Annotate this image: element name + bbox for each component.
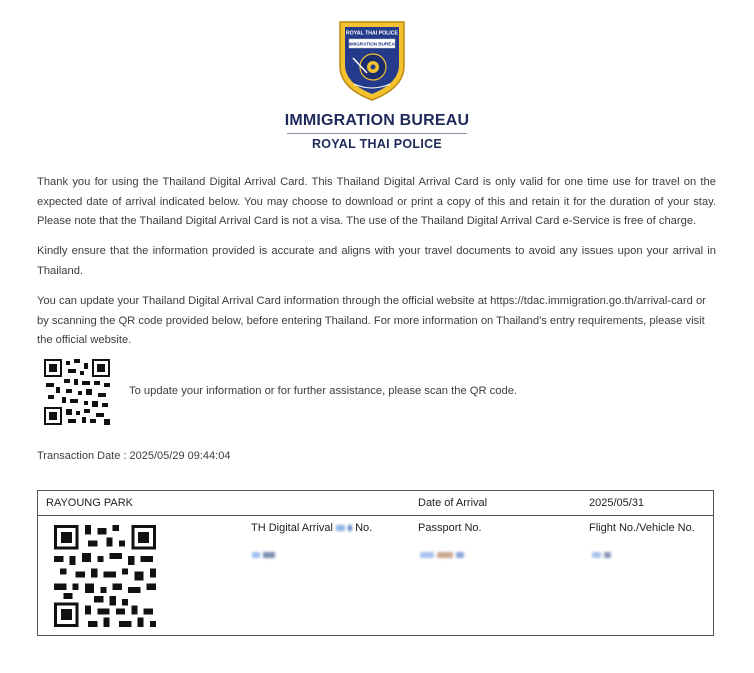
transaction-date-value: 2025/05/29 09:44:04 (129, 450, 231, 462)
card-row-divider (38, 515, 713, 516)
transaction-date-label: Transaction Date : (37, 450, 127, 462)
header-subtitle: ROYAL THAI POLICE (311, 137, 443, 151)
update-qr-code-icon[interactable] (44, 359, 110, 425)
flight-number-value-redacted (592, 549, 611, 561)
tdac-number-label (251, 522, 372, 534)
arrival-card-table (37, 490, 714, 636)
traveler-name: RAYOUNG PARK (46, 497, 133, 509)
tdac-number-value-redacted (252, 549, 275, 561)
royal-thai-police-badge-icon (336, 18, 408, 102)
passport-number-value-redacted (420, 549, 464, 561)
arrival-date-label: Date of Arrival (418, 497, 488, 509)
header-divider (287, 133, 467, 134)
redacted-mark (336, 525, 345, 531)
arrival-date-value: 2025/05/31 (589, 497, 645, 509)
flight-number-label: Flight No./Vehicle No. (589, 522, 695, 534)
redacted-mark (348, 525, 352, 531)
passport-number-label: Passport No. (418, 522, 482, 534)
badge-ribbon-text: IMMIGRATION BUREAU (346, 41, 398, 47)
tdac-label-suffix: No. (355, 522, 373, 534)
qr-instruction-text: To update your information or for further assistance, please scan the QR code. (129, 385, 518, 397)
update-paragraph: You can update your Thailand Digital Arrival Card information through the official website at https://tdac.immigration.go.th/arrival-card or by scanning the QR code provided below, before entering Thailand. For more information on Thailand's entry requirements, please visit the official website. (37, 295, 706, 346)
badge-top-text: ROYAL THAI POLICE (346, 30, 398, 37)
header-title: IMMIGRATION BUREAU (284, 112, 470, 129)
intro-paragraph: Thank you for using the Thailand Digital Arrival Card. This Thailand Digital Arrival Card is only valid for one time use for travel on the expected date of arrival indicated below. You may choose to download or print a copy of this and retain it for the duration of your stay. Please note that the Thailand Digital Arrival Card is not a visa. The use of the Thailand Digital Arrival Card e-Service is free of charge. (37, 176, 716, 227)
tdac-qr-code-icon[interactable] (54, 525, 156, 627)
transaction-date (37, 450, 230, 462)
tdac-label-prefix: TH Digital Arrival (251, 522, 333, 534)
accuracy-paragraph: Kindly ensure that the information provided is accurate and aligns with your travel documents to avoid any issues upon your arrival in Thailand. (37, 245, 716, 277)
